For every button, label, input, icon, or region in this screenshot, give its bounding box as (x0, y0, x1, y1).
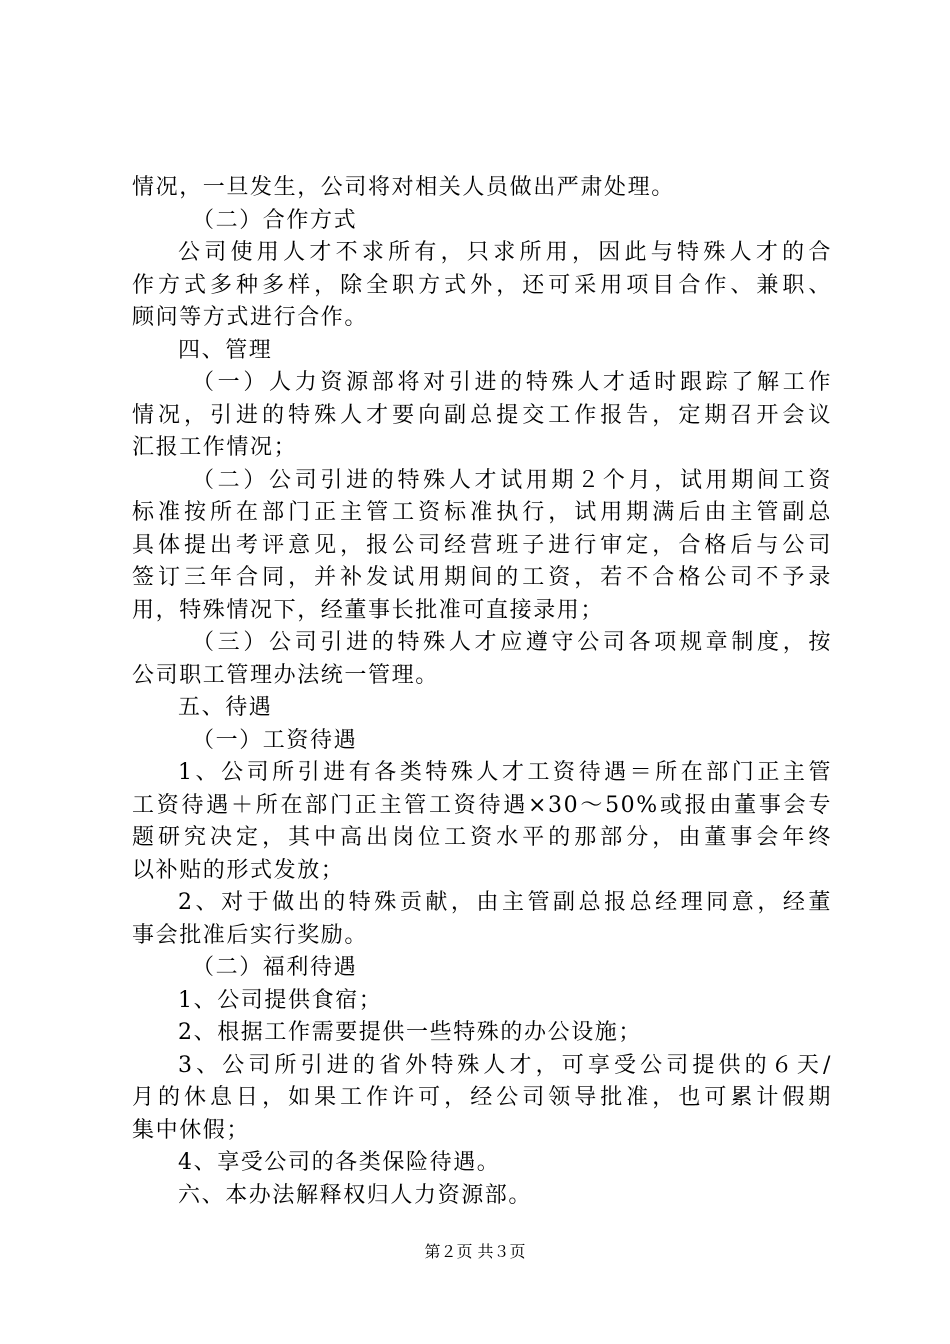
subheading-welfare: （二）福利待遇 (192, 955, 358, 980)
text-line: 事会批准后实行奖励。 (132, 922, 369, 948)
text-line: 工资待遇＋所在部门正主管工资待遇×30～50%或报由董事会专 (132, 792, 832, 818)
text-line: 作方式多种多样，除全职方式外，还可采用项目合作、兼职、 (132, 272, 832, 298)
text-line: 4、享受公司的各类保险待遇。 (178, 1150, 501, 1175)
text-line: 顾问等方式进行合作。 (132, 305, 369, 330)
text-line: 公司使用人才不求所有，只求所用，因此与特殊人才的合 (178, 240, 832, 265)
document-body (132, 172, 832, 1212)
section-heading-benefits: 五、待遇 (178, 695, 273, 720)
text-line: 集中休假； (132, 1117, 251, 1143)
section-heading-management: 四、管理 (178, 337, 273, 363)
text-line: 情况，引进的特殊人才要向副总提交工作报告，定期召开会议 (132, 402, 832, 428)
text-line: （三）公司引进的特殊人才应遵守公司各项规章制度，按 (192, 630, 832, 655)
text-line: 标准按所在部门正主管工资标准执行，试用期满后由主管副总 (132, 500, 832, 525)
text-line: 签订三年合同，并补发试用期间的工资，若不合格公司不予录 (132, 565, 832, 590)
text-line: 1、公司所引进有各类特殊人才工资待遇＝所在部门正主管 (178, 760, 832, 785)
text-line: 3、公司所引进的省外特殊人才，可享受公司提供的６天/ (178, 1052, 832, 1078)
text-line: 2、根据工作需要提供一些特殊的办公设施； (178, 1020, 642, 1045)
page-number-footer: 第２页 共３页 (424, 1242, 526, 1261)
text-line: 公司职工管理办法统一管理。 (132, 662, 439, 688)
text-line: （一）人力资源部将对引进的特殊人才适时跟踪了解工作 (192, 370, 832, 395)
text-line: 情况，一旦发生，公司将对相关人员做出严肃处理。 (132, 175, 675, 200)
subheading-cooperation: （二）合作方式 (192, 207, 358, 233)
section-heading-interpretation: 六、本办法解释权归人力资源部。 (178, 1182, 533, 1208)
text-line: 题研究决定，其中高出岗位工资水平的那部分，由董事会年终 (132, 825, 832, 850)
text-line: （二）公司引进的特殊人才试用期２个月，试用期间工资 (192, 467, 832, 493)
text-line: 2、对于做出的特殊贡献，由主管副总报总经理同意，经董 (178, 890, 832, 915)
text-line: 1、公司提供食宿； (178, 987, 383, 1013)
subheading-salary: （一）工资待遇 (192, 727, 358, 753)
text-line: 具体提出考评意见，报公司经营班子进行审定，合格后与公司 (132, 532, 832, 558)
text-line: 汇报工作情况； (132, 435, 298, 460)
text-line: 月的休息日，如果工作许可，经公司领导批准，也可累计假期 (132, 1085, 832, 1110)
text-line: 以补贴的形式发放； (132, 857, 345, 883)
text-line: 用，特殊情况下，经董事长批准可直接录用； (132, 597, 605, 623)
